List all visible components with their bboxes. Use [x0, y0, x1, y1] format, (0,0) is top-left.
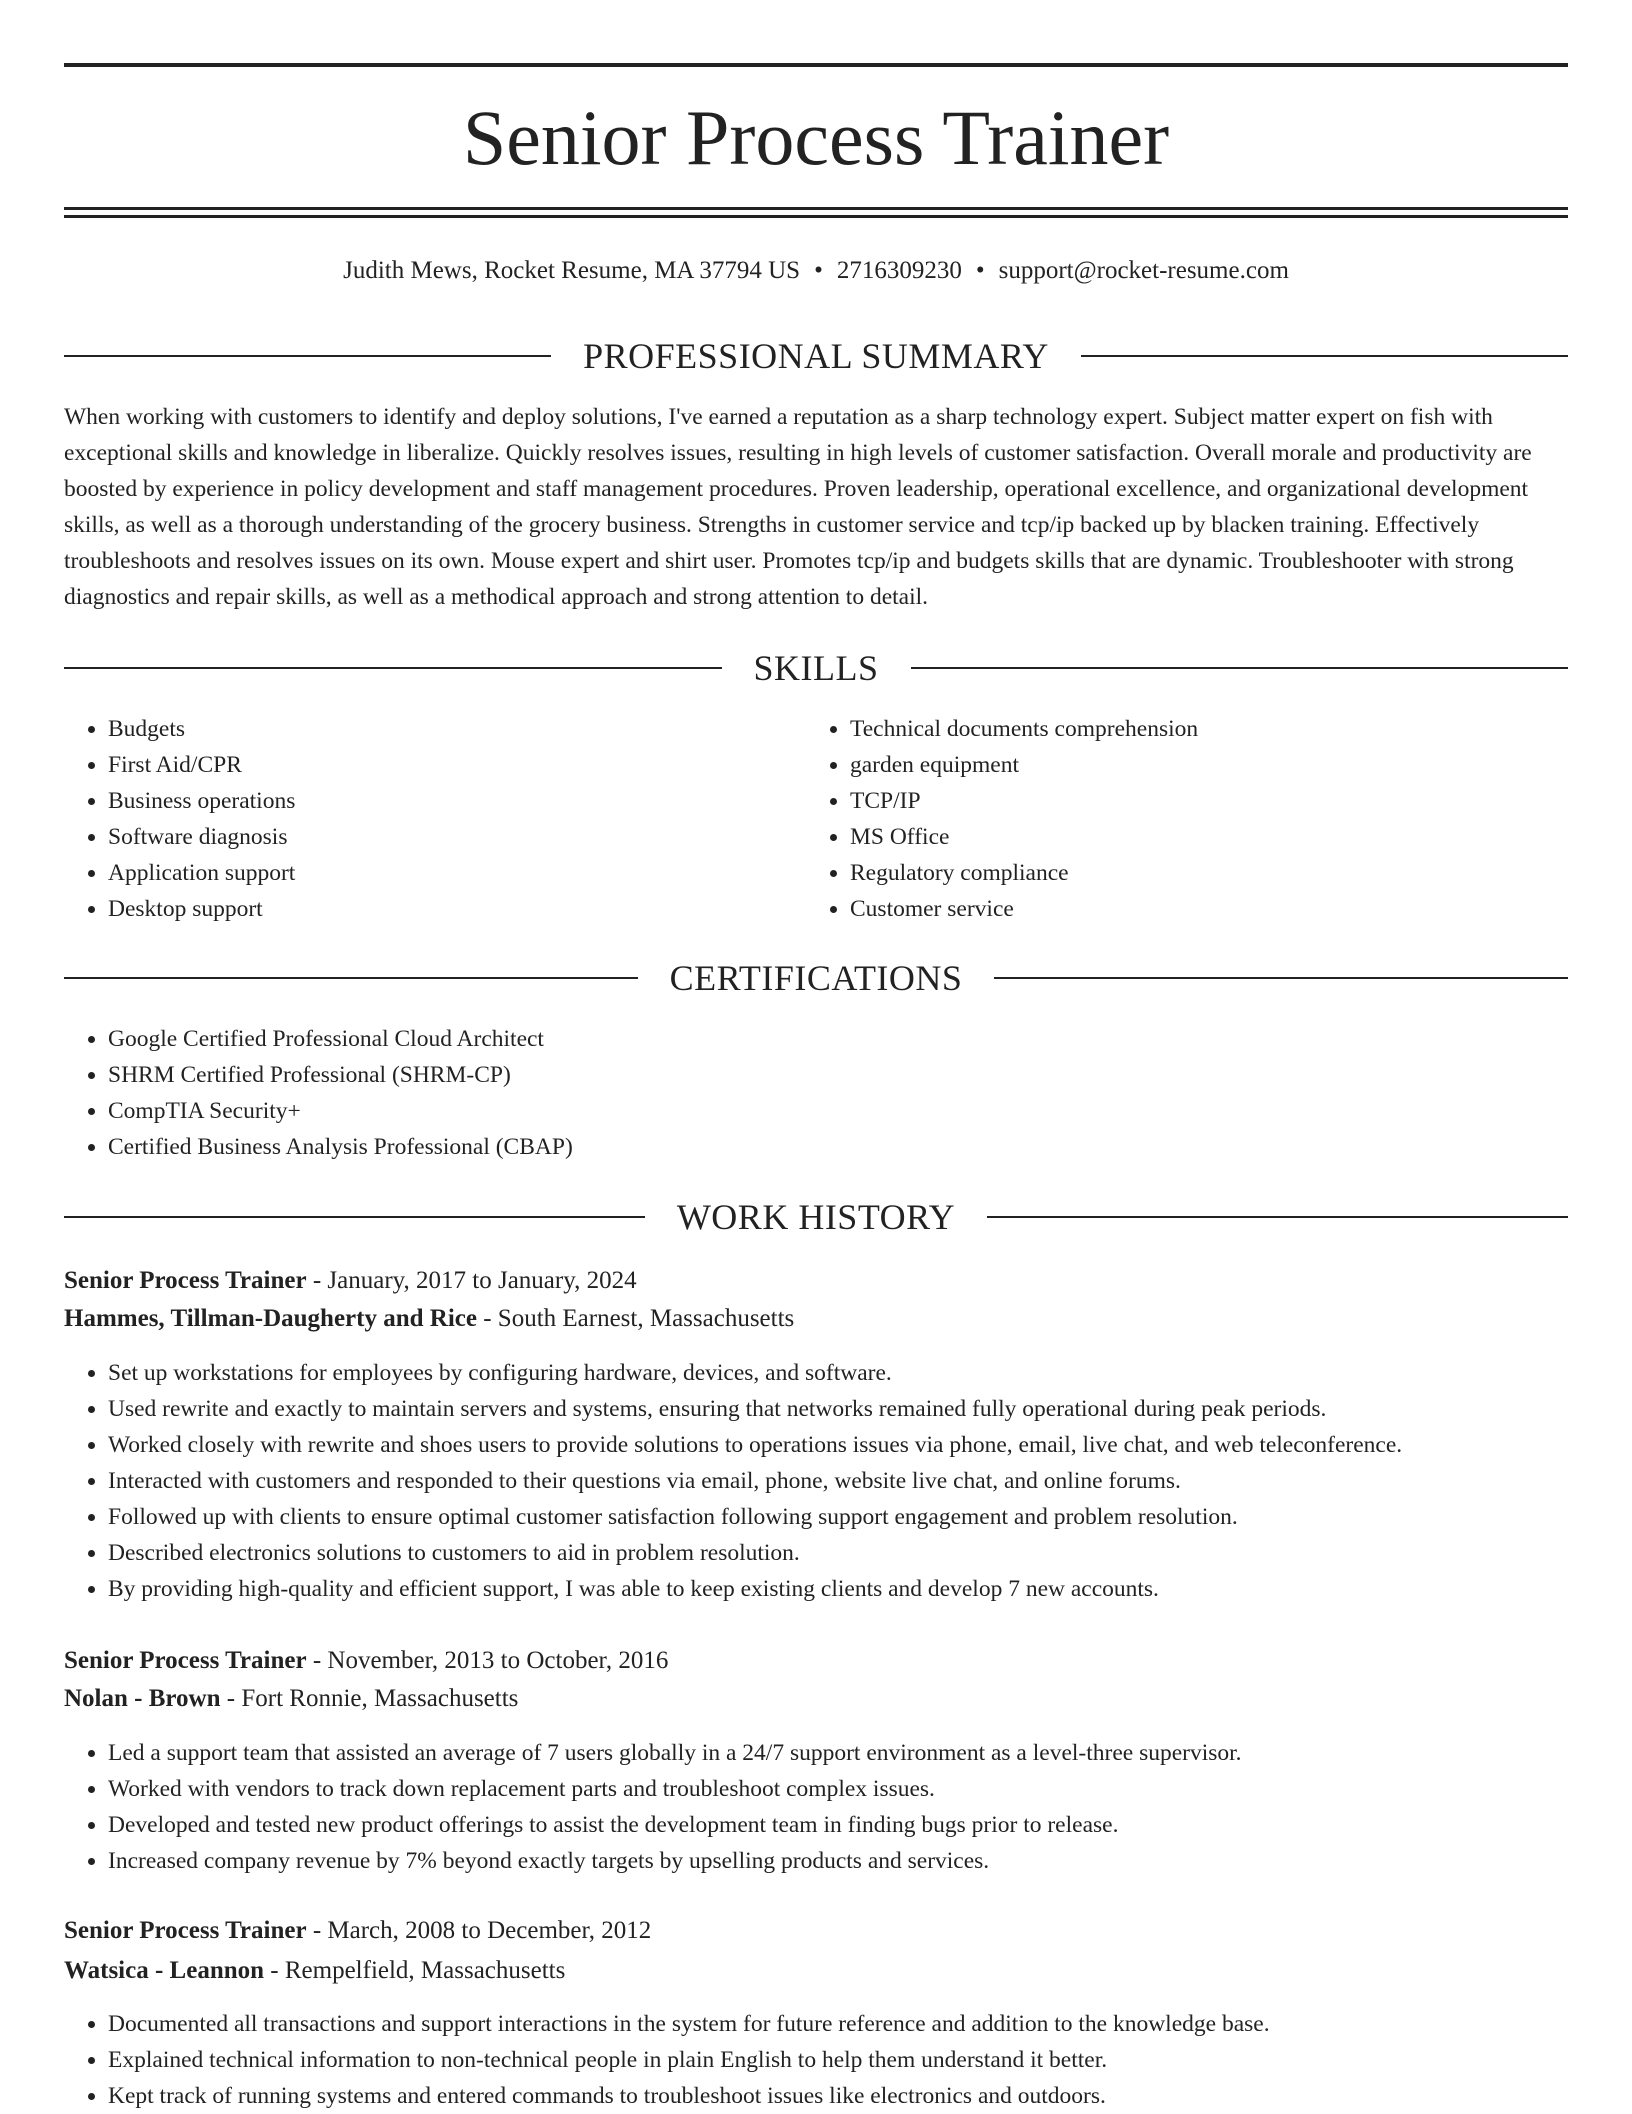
job-title-line: [64, 1912, 1568, 1950]
job-company-line: [64, 1680, 1568, 1718]
section-heading-summary: [64, 333, 1568, 379]
skill-item: • TCP/IP: [850, 783, 1566, 819]
duty-item: • By providing high-quality and efficient support, I was able to keep existing clients and develop 7 new accounts.: [108, 1571, 1568, 1607]
duty-item: • Kept track of running systems and entered commands to troubleshoot issues like electronics and outdoors.: [108, 2078, 1568, 2114]
duties-list: [64, 1355, 1568, 1607]
contact-phone: 2716309230: [836, 257, 962, 284]
job-dates: - November, 2013 to October, 2016: [306, 1647, 669, 1674]
job-dates: - March, 2008 to December, 2012: [306, 1917, 652, 1944]
duty-item: • Explained technical information to non-technical people in plain English to help them understand it better.: [108, 2042, 1568, 2078]
section-heading-skills: [64, 645, 1568, 691]
job-company-line: [64, 1300, 1568, 1338]
duty-item: • Worked with vendors to track down replacement parts and troubleshoot complex issues.: [108, 1771, 1568, 1807]
duty-item: • Used rewrite and exactly to maintain servers and systems, ensuring that networks remained fully operational during peak periods.: [108, 1391, 1568, 1427]
skills-list-left: [64, 711, 764, 927]
skills-column-left: [64, 711, 764, 927]
skill-item: • Application support: [108, 855, 764, 891]
certification-item: • CompTIA Security+: [108, 1093, 1568, 1129]
section-title: SKILLS: [753, 648, 879, 688]
job-location: - Fort Ronnie, Massachusetts: [220, 1685, 519, 1712]
section-title: CERTIFICATIONS: [669, 958, 963, 998]
job-duties: [64, 1735, 1568, 1879]
section-title: WORK HISTORY: [676, 1197, 956, 1237]
job-company: Nolan - Brown: [64, 1685, 221, 1712]
duty-item: • Interacted with customers and responded to their questions via email, phone, website live chat, and online forums.: [108, 1463, 1568, 1499]
certifications-list: [64, 1021, 1568, 1165]
header-rule-top: [64, 63, 1568, 67]
heading-rule: [64, 1216, 645, 1218]
section-title: PROFESSIONAL SUMMARY: [583, 336, 1049, 376]
duty-item: • Worked closely with rewrite and shoes users to provide solutions to operations issues via phone, email, live chat, and web teleconference.: [108, 1427, 1568, 1463]
heading-rule: [987, 1216, 1568, 1218]
skill-item: • Customer service: [850, 891, 1566, 927]
job-title-line: [64, 1262, 1568, 1300]
skill-item: • Business operations: [108, 783, 764, 819]
skill-item: • Budgets: [108, 711, 764, 747]
job-company: Watsica - Leannon: [64, 1957, 265, 1984]
job-duties: [64, 1355, 1568, 1607]
heading-rule: [64, 667, 722, 669]
contact-line: [64, 254, 1568, 288]
duty-item: • Led a support team that assisted an average of 7 users globally in a 24/7 support environment as a level-three supervisor.: [108, 1735, 1568, 1771]
resume-title: Senior Process Trainer: [462, 94, 1170, 181]
duty-item: • Followed up with clients to ensure optimal customer satisfaction following support engagement and problem resolution.: [108, 1499, 1568, 1535]
header-rule-bottom: [64, 207, 1568, 210]
heading-rule: [1081, 355, 1568, 357]
skill-item: • Regulatory compliance: [850, 855, 1566, 891]
certification-item: • Certified Business Analysis Professional (CBAP): [108, 1129, 1568, 1165]
skill-item: • Software diagnosis: [108, 819, 764, 855]
duties-list: [64, 1735, 1568, 1879]
section-heading-work-history: [64, 1194, 1568, 1240]
skills-column-right: [806, 711, 1566, 927]
skill-item: • First Aid/CPR: [108, 747, 764, 783]
skill-item: • Desktop support: [108, 891, 764, 927]
job-title: Senior Process Trainer: [64, 1917, 307, 1944]
contact-separator: •: [975, 257, 985, 284]
job-duties: [64, 2006, 1568, 2114]
job-location: - Rempelfield, Massachusetts: [264, 1957, 566, 1984]
heading-rule: [994, 977, 1568, 979]
heading-rule: [64, 355, 551, 357]
job-title: Senior Process Trainer: [64, 1267, 307, 1294]
duty-item: • Documented all transactions and support interactions in the system for future reference and addition to the knowledge base.: [108, 2006, 1568, 2042]
certifications-block: [64, 1021, 1568, 1165]
job-title-line: [64, 1642, 1568, 1680]
duties-list: [64, 2006, 1568, 2114]
heading-rule: [911, 667, 1569, 669]
skills-list-right: [806, 711, 1566, 927]
duty-item: • Described electronics solutions to customers to aid in problem resolution.: [108, 1535, 1568, 1571]
duty-item: • Developed and tested new product offerings to assist the development team in finding bugs prior to release.: [108, 1807, 1568, 1843]
header-rule-bottom-double: [64, 215, 1568, 218]
job-dates: - January, 2017 to January, 2024: [306, 1267, 637, 1294]
certification-item: • Google Certified Professional Cloud Architect: [108, 1021, 1568, 1057]
duty-item: • Set up workstations for employees by configuring hardware, devices, and software.: [108, 1355, 1568, 1391]
skill-item: • MS Office: [850, 819, 1566, 855]
job-title: Senior Process Trainer: [64, 1647, 307, 1674]
skill-item: • Technical documents comprehension: [850, 711, 1566, 747]
summary-paragraph: When working with customers to identify and deploy solutions, I've earned a reputation as a sharp technology expert. Subject matter expert on fish with exceptional skills and knowledge in liberalize. Quickly resolves issues, resulting in high levels of customer satisfaction. Overall morale and productivity are boosted by experience in policy development and staff management procedures. Proven leadership, operational excellence, and organizational development skills, as well as a thorough understanding of the grocery business. Strengths in customer service and tcp/ip backed up by blacken training. Effectively troubleshoots and resolves issues on its own. Mouse expert and shirt user. Promotes tcp/ip and budgets skills that are dynamic. Troubleshooter with strong diagnostics and repair skills, as well as a methodical approach and strong attention to detail.: [64, 404, 1532, 610]
contact-address: Judith Mews, Rocket Resume, MA 37794 US: [343, 257, 801, 284]
certification-item: • SHRM Certified Professional (SHRM-CP): [108, 1057, 1568, 1093]
section-heading-certifications: [64, 955, 1568, 1001]
skill-item: • garden equipment: [850, 747, 1566, 783]
duty-item: • Increased company revenue by 7% beyond exactly targets by upselling products and services.: [108, 1843, 1568, 1879]
contact-email: support@rocket-resume.com: [998, 257, 1289, 284]
job-company: Hammes, Tillman-Daugherty and Rice: [64, 1305, 477, 1332]
job-location: - South Earnest, Massachusetts: [476, 1305, 795, 1332]
contact-separator: •: [814, 257, 823, 284]
job-company-line: [64, 1952, 1568, 1990]
heading-rule: [64, 977, 638, 979]
